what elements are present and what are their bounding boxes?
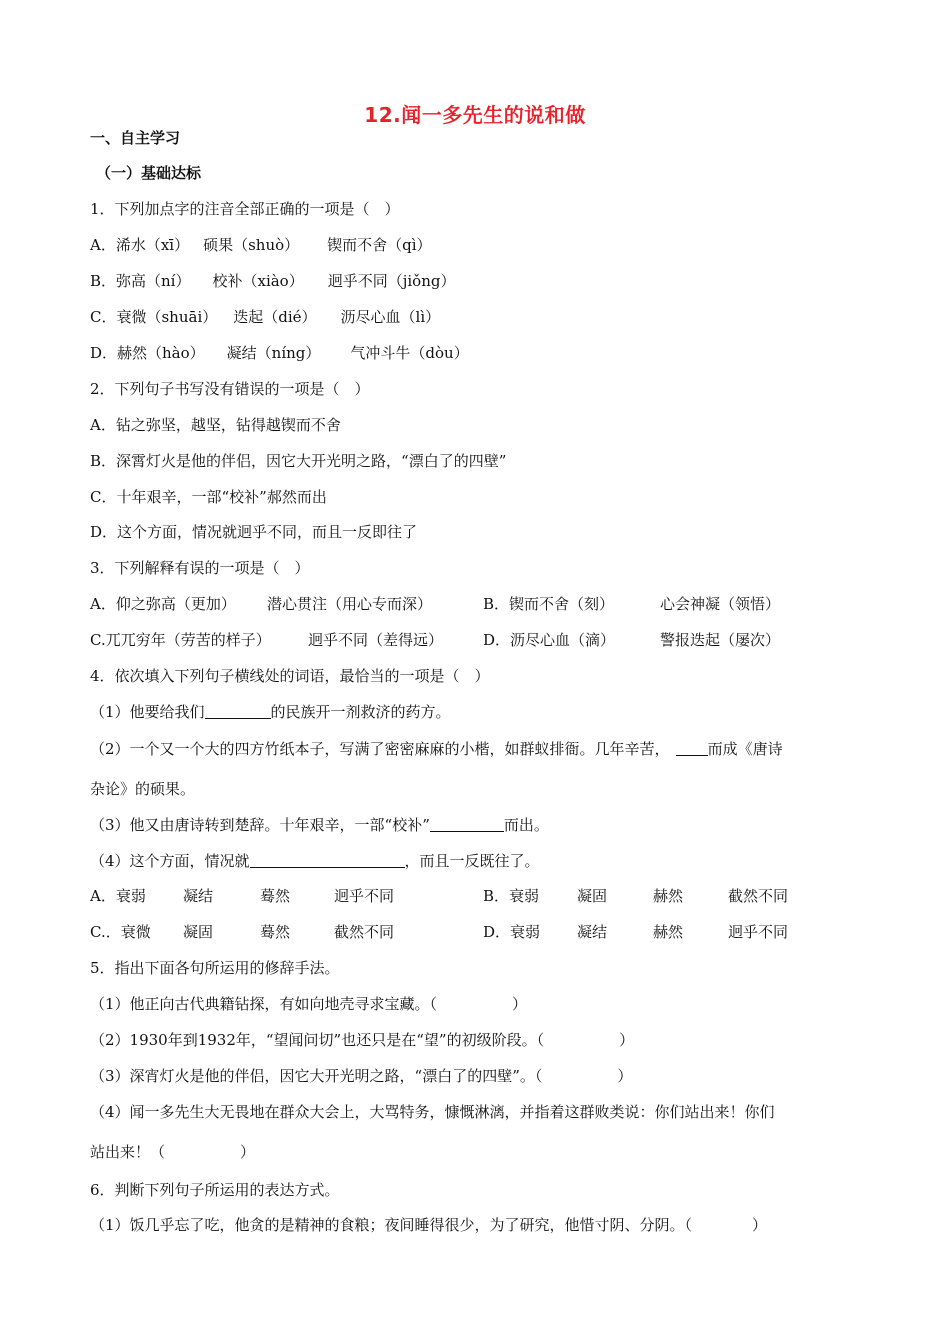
q4-s1-pre: （1）他要给我们: [90, 703, 205, 721]
q4-s4-post: ，而且一反既往了。: [404, 852, 540, 870]
q4-a-3: 蓦然: [260, 887, 291, 905]
q5-sentence-1: （1）他正向古代典籍钻探，有如向地壳寻求宝藏。（ ）: [90, 995, 528, 1013]
q4-c-2: 凝固: [183, 923, 214, 941]
q4-c-1: C.．衰微: [90, 923, 151, 941]
q1-b-3: 迥乎不同（jiǒng）: [327, 272, 456, 290]
q4-b-3: 赫然: [653, 887, 684, 905]
q1-option-b: [90, 271, 455, 291]
q4-d-4: 迥乎不同: [728, 923, 789, 941]
q4-c-4: 截然不同: [334, 923, 395, 941]
q6-sentence-1: （1）饭几乎忘了吃，他贪的是精神的食粮；夜间睡得很少，为了研究，他惜寸阴、分阴。（ ）: [90, 1216, 768, 1234]
q4-sentence-4: [90, 851, 540, 871]
q4-c-3: 蓦然: [260, 923, 291, 941]
q3-stem: 3．下列解释有误的一项是（ ）: [90, 559, 310, 577]
q4-s3-post: 而出。: [503, 816, 549, 834]
q5-stem: 5．指出下面各句所运用的修辞手法。: [90, 959, 340, 977]
q1-a-2: 硕果（shuò）: [203, 236, 300, 254]
q4-a-1: A．衰弱: [90, 887, 146, 905]
q3-b-2: 心会神凝（领悟）: [660, 595, 781, 613]
q4-b-1: B．衰弱: [483, 887, 540, 905]
q5-sentence-4-cont: 站出来！（ ）: [90, 1143, 256, 1161]
q2-stem: 2．下列句子书写没有错误的一项是（ ）: [90, 380, 370, 398]
q1-c-3: 沥尽心血（lì）: [340, 308, 441, 326]
q1-b-1: B．弥高（ní）: [90, 272, 191, 290]
q1-option-d: [90, 343, 469, 363]
q1-a-1: A．浠水（xī）: [90, 236, 190, 254]
q3-d-1: D．沥尽心血（滴）: [483, 631, 616, 649]
q2-option-c: C．十年艰辛，一部“校补”郝然而出: [90, 488, 327, 506]
q4-sentence-2: [90, 739, 783, 759]
q4-s4-pre: （4）这个方面，情况就: [90, 852, 250, 870]
fill-blank[interactable]: [676, 740, 708, 756]
q2-option-b: B．深霄灯火是他的伴侣，因它大开光明之路，“漂白了的四壁”: [90, 452, 507, 470]
q1-stem: 1．下列加点字的注音全部正确的一项是（ ）: [90, 200, 400, 218]
fill-blank[interactable]: [205, 703, 271, 719]
q5-sentence-4: （4）闻一多先生大无畏地在群众大会上，大骂特务，慷慨淋漓，并指着这群败类说：你们站出来！你们: [90, 1103, 775, 1121]
page-title: 12.闻一多先生的说和做: [364, 103, 586, 127]
q4-s2-pre: （2）一个又一个大的四方竹纸本子，写满了密密麻麻的小楷，如群蚁排衙。几年辛苦，: [90, 740, 670, 758]
q4-s1-post: 的民族开一剂救济的药方。: [270, 703, 451, 721]
fill-blank[interactable]: [430, 816, 504, 832]
q3-d-2: 警报迭起（屡次）: [660, 631, 781, 649]
section-heading: 一、自主学习: [90, 129, 181, 147]
q3-c-2: 迥乎不同（差得远）: [308, 631, 444, 649]
q1-a-3: 锲而不舍（qì）: [327, 236, 432, 254]
q1-c-1: C．衰微（shuāi）: [90, 308, 218, 326]
q4-stem: 4．依次填入下列句子横线处的词语，最恰当的一项是（ ）: [90, 667, 490, 685]
q3-a-2: 潜心贯注（用心专而深）: [267, 595, 433, 613]
q4-d-2: 凝结: [577, 923, 608, 941]
q4-s2-post: 而成《唐诗: [707, 740, 783, 758]
q1-d-3: 气冲斗牛（dòu）: [350, 344, 469, 362]
q3-c-1: C.兀兀穷年（劳苦的样子）: [90, 631, 271, 649]
subsection-heading: （一）基础达标: [96, 164, 202, 182]
q1-b-2: 校补（xiào）: [212, 272, 304, 290]
q2-option-d: D．这个方面，情况就迥乎不同，而且一反即往了: [90, 523, 418, 541]
q6-stem: 6．判断下列句子所运用的表达方式。: [90, 1181, 340, 1199]
q1-d-2: 凝结（níng）: [226, 344, 321, 362]
q4-b-4: 截然不同: [728, 887, 789, 905]
q4-s3-pre: （3）他又由唐诗转到楚辞。十年艰辛，一部“校补”: [90, 816, 430, 834]
q2-option-a: A．钻之弥坚，越坚，钻得越锲而不舍: [90, 416, 341, 434]
q1-option-c: [90, 307, 440, 327]
q1-c-2: 迭起（dié）: [233, 308, 317, 326]
q4-sentence-2-cont: 杂论》的硕果。: [90, 780, 196, 798]
q1-option-a: [90, 235, 432, 255]
q3-b-1: B．锲而不舍（刻）: [483, 595, 615, 613]
q4-a-2: 凝结: [183, 887, 214, 905]
q4-sentence-1: [90, 702, 451, 722]
fill-blank[interactable]: [250, 852, 405, 868]
q4-d-3: 赫然: [653, 923, 684, 941]
q5-sentence-2: （2）1930年到1932年，“望闻问切”也还只是在“望”的初级阶段。（ ）: [90, 1031, 635, 1049]
q3-a-1: A．仰之弥高（更加）: [90, 595, 236, 613]
q4-d-1: D．衰弱: [483, 923, 541, 941]
q4-a-4: 迥乎不同: [334, 887, 395, 905]
q4-b-2: 凝固: [577, 887, 608, 905]
q5-sentence-3: （3）深宵灯火是他的伴侣，因它大开光明之路，“漂白了的四壁”。（ ）: [90, 1067, 633, 1085]
q4-sentence-3: [90, 815, 549, 835]
q1-d-1: D．赫然（hào）: [90, 344, 205, 362]
